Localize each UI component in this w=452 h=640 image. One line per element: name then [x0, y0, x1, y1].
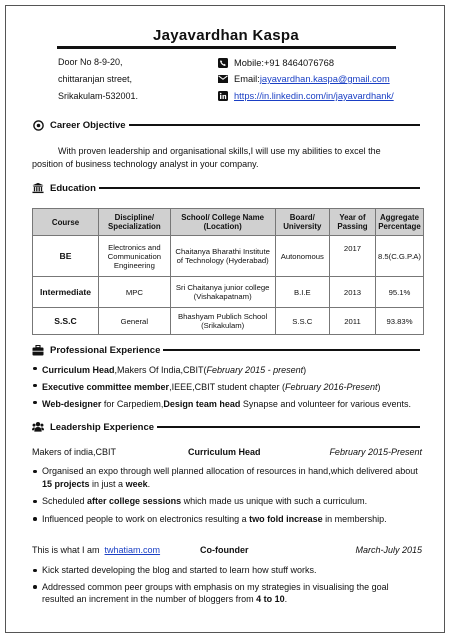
list-item: Kick started developing the blog and started to learn how stuff works. — [32, 564, 422, 577]
cell-school: Chaitanya Bharathi Institute of Technology (Hyderabad) — [170, 236, 275, 277]
table-row — [33, 308, 424, 335]
header-board: Board/ University — [275, 209, 329, 236]
career-objective-title: Career Objective — [50, 119, 126, 131]
cell-aggregate: 95.1% — [375, 277, 423, 308]
education-header — [32, 182, 420, 194]
linkedin-link[interactable]: https://in.linkedin.com/in/jayavardhank/ — [234, 91, 394, 101]
cell-course: S.S.C — [33, 308, 99, 335]
cell-course: Intermediate — [33, 277, 99, 308]
institution-icon — [32, 182, 44, 194]
address-line-3: Srikakulam-532001. — [58, 91, 139, 101]
header-school: School/ College Name (Location) — [170, 209, 275, 236]
phone-icon — [218, 58, 228, 68]
education-table — [32, 208, 424, 335]
list-item: Web-designer for Carpediem,Design team head Synapse and volunteer for various events. — [32, 396, 422, 413]
leadership-list-2 — [32, 564, 422, 606]
briefcase-icon — [32, 344, 44, 356]
leadership-experience-title: Leadership Experience — [50, 421, 155, 433]
header-course: Course — [33, 209, 99, 236]
twhatiam-link[interactable]: twhatiam.com — [104, 545, 161, 555]
cell-year: 2013 — [329, 277, 375, 308]
envelope-icon — [218, 74, 228, 84]
professional-list — [32, 362, 422, 413]
header-rule — [57, 46, 396, 49]
role-org: Makers of india,CBIT — [32, 447, 117, 457]
list-item: Organised an expo through well planned allocation of resources in hand,which delivered about 15 projects in just a week. — [32, 465, 422, 490]
professional-experience-title: Professional Experience — [50, 344, 161, 356]
role-position: Curriculum Head — [188, 447, 261, 457]
cell-aggregate: 8.5(C.G.P.A) — [375, 236, 423, 277]
role-position: Co-founder — [200, 545, 249, 555]
linkedin-contact — [218, 91, 394, 101]
list-item: Executive committee member,IEEE,CBIT student chapter (February 2016-Present) — [32, 379, 422, 396]
cell-board: Autonomous — [275, 236, 329, 277]
email-label: Email: — [234, 74, 260, 84]
cell-year: 2011 — [329, 308, 375, 335]
candidate-name: Jayavardhan Kaspa — [152, 27, 299, 44]
list-item: Addressed common peer groups with emphasis on my strategies in visualising the goal resulted an increment in the number of bloggers from 4 to 10. — [32, 581, 422, 606]
table-row — [33, 277, 424, 308]
section-rule — [157, 426, 420, 428]
cell-board: S.S.C — [275, 308, 329, 335]
career-objective-header — [32, 119, 420, 131]
header-year: Year of Passing — [329, 209, 375, 236]
email-link[interactable]: jayavardhan.kaspa@gmail.com — [259, 74, 390, 84]
list-item: Scheduled after college sessions which made us unique with such a curriculum. — [32, 495, 422, 508]
address-line-1: Door No 8-9-20, — [58, 57, 123, 67]
section-rule — [129, 124, 420, 126]
target-icon — [32, 119, 44, 131]
cell-school: Bhashyam Publich School (Srikakulam) — [170, 308, 275, 335]
education-title: Education — [50, 182, 96, 194]
table-header-row — [33, 209, 424, 236]
section-rule — [99, 187, 420, 189]
cell-board: B.I.E — [275, 277, 329, 308]
cell-school: Sri Chaitanya junior college (Vishakapatnam) — [170, 277, 275, 308]
linkedin-icon — [218, 91, 228, 101]
header-aggregate: Aggregate Percentage — [375, 209, 423, 236]
mobile-contact — [218, 58, 334, 68]
list-item: Influenced people to work on electronics resulting a two fold increase in membership. — [32, 513, 422, 526]
leadership-experience-header — [32, 421, 420, 433]
career-objective-text: With proven leadership and organisational skills,I will use my abilities to excel the position of business technology analyst in your company. — [32, 146, 381, 169]
list-item: Curriculum Head,Makers Of India,CBIT(February 2015 - present) — [32, 362, 422, 379]
table-row — [33, 236, 424, 277]
header-discipline: Discipline/ Specialization — [99, 209, 171, 236]
role-date: March-July 2015 — [355, 545, 422, 555]
leadership-list-1 — [32, 465, 422, 525]
cell-course: BE — [33, 236, 99, 277]
professional-experience-header — [32, 344, 420, 356]
email-contact — [218, 74, 390, 84]
address-line-2: chittaranjan street, — [58, 74, 133, 84]
cell-discipline: MPC — [99, 277, 171, 308]
group-icon — [32, 421, 44, 433]
role-date: February 2015-Present — [329, 447, 422, 457]
cell-discipline: General — [99, 308, 171, 335]
section-rule — [163, 349, 420, 351]
role-org: This is what I am twhatiam.com — [32, 545, 161, 555]
cell-discipline: Electronics and Communication Engineering — [99, 236, 171, 277]
cell-year: 2017 — [329, 236, 375, 277]
mobile-text: Mobile:+91 8464076768 — [234, 58, 335, 68]
cell-aggregate: 93.83% — [375, 308, 423, 335]
